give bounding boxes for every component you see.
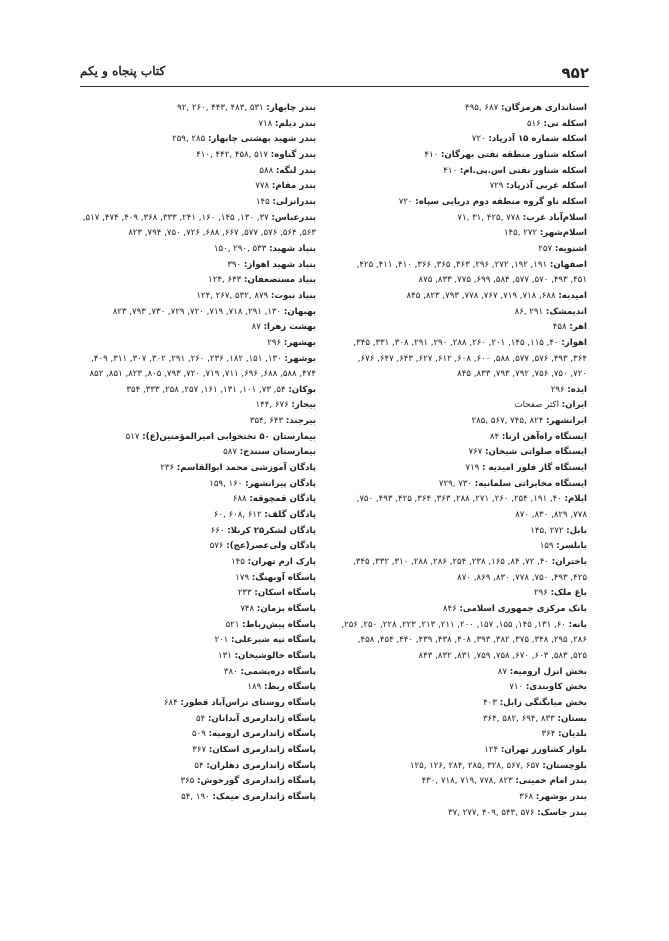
- index-entry-pages: ۴۵۸: [552, 322, 567, 333]
- index-entry-pages: ۸۴۶: [442, 604, 457, 614]
- index-entry-term: پادگان قمچوقه:: [249, 494, 316, 505]
- index-entry-term: ایران:: [561, 400, 587, 411]
- index-entry: [339, 727, 587, 743]
- index-entry-pages: ۵۷۶: [209, 541, 224, 552]
- index-entry-pages: ۲۹۶: [267, 337, 282, 348]
- index-entry-pages: ۵۱۷: [125, 431, 140, 442]
- index-entry: [72, 101, 316, 117]
- index-entry: [72, 680, 316, 696]
- index-entry-pages: ۵۴: [196, 713, 206, 724]
- index-entry-term: بندر گناوه:: [270, 149, 316, 160]
- index-entry-term: اسکله غربی آذرپاد:: [506, 181, 587, 192]
- index-entry-term: بیمارستان سنندج:: [239, 447, 316, 458]
- index-entry: [72, 696, 316, 712]
- index-entry-term: پاسگاه ژاندارمری اسکان:: [208, 744, 316, 755]
- index-entry-pages: ۶۴۳ ,۱۲۴: [208, 275, 242, 286]
- index-entry-pages: ۱۳۰, ۱۵۱, ۱۸۲, ۲۳۶, ۲۶۰, ۲۹۱, ۳۰۲, ۳۰۷, ۳۱۱, ۴۰۹, ۴۷۴, ۵۸۸, ۶۸۸, ۶۹۶, ۷۱۱, ۷۱۹, ۷۲۰, ۷۹۳, ۸۰۵, ۸۲۳, ۸۵۱, ۸۵۲: [89, 353, 316, 380]
- index-entry: [72, 320, 316, 336]
- index-entry: [72, 430, 316, 446]
- index-entry-term: اسکله تی:: [543, 118, 587, 129]
- index-entry-term: پاسگاه بزمان:: [256, 604, 316, 614]
- index-entry: [72, 524, 316, 540]
- index-entry: [72, 618, 316, 634]
- index-entry-pages: ۷۶۷: [468, 447, 483, 458]
- book-title: کتاب پنجاه و یکم: [80, 64, 166, 78]
- index-entry-pages: ۷۴۸: [240, 604, 255, 614]
- index-entry-term: بنیاد شهید:: [269, 243, 316, 254]
- index-entry-term: پادگان آموزشی محمد ابوالقاسم:: [176, 463, 316, 474]
- index-entry-pages: ۲۸۵ ,۲۵۹: [172, 134, 206, 145]
- index-entry-term: بابل:: [566, 525, 587, 536]
- index-entry-pages: ۵۰۹: [191, 729, 206, 740]
- index-column-left: [72, 101, 316, 806]
- index-entry-term: بلوار کشاورز تهران:: [500, 744, 587, 755]
- index-entry: [72, 461, 316, 477]
- index-entry-term: پادگان لشکر۲۵ کربلا:: [227, 525, 316, 536]
- index-entry: [339, 383, 587, 399]
- index-entry: [72, 352, 316, 383]
- index-entry: [339, 696, 587, 712]
- index-entry-pages: ۵۲۱: [225, 619, 240, 630]
- index-entry-pages: ۵۸۷: [223, 447, 238, 458]
- index-entry-term: بنیاد نبوت:: [270, 290, 316, 301]
- index-entry: [72, 555, 316, 571]
- index-entry: [72, 164, 316, 180]
- index-entry-pages: ۷۱۸: [258, 118, 273, 129]
- index-entry-pages: ۲۹۱ ,۸۶: [514, 306, 544, 317]
- index-entry-pages: ۴۰۳: [483, 697, 497, 708]
- index-entry: [339, 117, 587, 133]
- index-entry-term: بندر شهید بهشتی چابهار:: [208, 134, 316, 145]
- index-entry-term: پاسگاه آوبهنگ:: [251, 572, 316, 583]
- index-entry-term: پاسگاه ژاندارمری ارومیه:: [208, 729, 316, 740]
- index-entry: [72, 633, 316, 649]
- index-entry: [339, 101, 587, 117]
- index-entry-term: پادگان ولی‌عصر(عج):: [226, 541, 316, 552]
- index-entry-pages: ۶۴۳ ,۳۵۴: [249, 416, 284, 427]
- index-entry-term: بندر جاسک:: [537, 807, 587, 818]
- index-entry-pages: ۷۷۸ ,۴۲۵ ,۳۱ ,۷۱: [457, 212, 520, 223]
- index-entry-pages: ۲۹۶: [550, 384, 565, 395]
- index-entry-pages: ۳۷, ۱۳۰, ۱۴۵, ۱۶۰, ۲۴۱, ۳۳۳, ۳۶۸, ۴۰۹, ۴۷۴, ۵۱۷, ۵۶۳, ۵۶۴, ۵۷۶, ۵۷۷, ۶۶۷, ۶۸۸, ۷۲۶, ۷۵۰, ۷۹۴, ۸۲۳: [82, 212, 316, 239]
- index-entry: [339, 477, 587, 493]
- index-entry: [72, 289, 316, 305]
- index-entry: [339, 806, 587, 822]
- index-entry-term: پارک ارم تهران:: [247, 557, 316, 568]
- index-entry-term: بخش کاوبندی:: [525, 682, 587, 693]
- index-entry: [339, 524, 587, 540]
- index-entry-term: بوکان:: [288, 384, 316, 395]
- index-entry: [72, 179, 316, 195]
- index-entry-pages: ۱۷۹: [235, 572, 250, 583]
- index-entry: [72, 790, 316, 806]
- index-entry-term: بنیاد مستضعفان:: [244, 275, 316, 286]
- index-entry: [72, 774, 316, 790]
- index-entry: [72, 602, 316, 618]
- index-entry-pages: ۴۱۰: [424, 149, 439, 160]
- index-entry-pages: ۷۱۹: [465, 463, 480, 474]
- index-entry-term: اسلام‌آباد غرب:: [522, 212, 587, 223]
- index-entry: [339, 398, 587, 414]
- index-entry-pages: ۲۰۱: [214, 635, 229, 646]
- index-entry-pages: ۱۸۹: [247, 682, 262, 693]
- index-entry: [339, 680, 587, 696]
- index-entry: [72, 398, 316, 414]
- index-entry-pages: ۱۲۴: [484, 744, 499, 755]
- index-entry-term: بندر لنگه:: [275, 165, 316, 176]
- index-entry-term: اهر:: [569, 322, 587, 333]
- index-entry-pages: ۸۳۳ ,۶۹۴ ,۵۸۲ ,۳۶۴: [482, 713, 555, 724]
- index-entry-pages: ۶۸۴: [163, 697, 178, 708]
- index-entry-pages: ۶۶۰: [210, 525, 225, 536]
- index-entry-pages: ۵۴: [194, 760, 204, 771]
- index-entry-pages: ۶۵۷ ,۵۶۷ ,۳۲۸ ,۲۸۵ ,۲۸۴ ,۱۲۶ ,۱۲۵: [409, 760, 540, 771]
- index-entry-pages: ۵۷۶ ,۵۴۳ ,۴۰۹ ,۲۷۷ ,۳۷: [447, 807, 535, 818]
- index-entry: [72, 305, 316, 321]
- index-entry-pages: ۷۷۸: [255, 181, 270, 192]
- index-entry: [339, 586, 587, 602]
- index-entry-term: بلوچستان:: [542, 760, 587, 771]
- index-entry-term: پاسگاه خالوشیخان:: [234, 650, 316, 661]
- index-entry-term: پاسگاه تپه شیرعلی:: [231, 635, 316, 646]
- index-entry-pages: ۴۰, ۱۱۵, ۱۴۵, ۲۰۱, ۲۶۰, ۲۸۸, ۲۹۰, ۲۹۱, ۳۰۸, ۳۳۱, ۳۴۵, ۳۶۴, ۴۹۳, ۵۷۶, ۵۷۷, ۵۸۸, ۶۰۰, ۶۰۸, ۶۱۲, ۶۲۷, ۶۴۳, ۶۴۷, ۶۷۶, ۷۲۰, ۷۵۰, ۷۵۶, ۷۹۲, ۷۹۳, ۸۳۳, ۸۴۵: [353, 337, 587, 380]
- index-entry: [339, 712, 587, 728]
- index-entry-term: پاسگاه پیش‌رباط:: [242, 619, 316, 630]
- index-entry: [72, 586, 316, 602]
- index-entry-pages: ۵۱۷ ,۴۵۸ ,۴۴۲ ,۴۱۰: [196, 149, 269, 160]
- index-entry-term: بخش انزل ارومیه:: [509, 666, 587, 677]
- index-entry-term: بلدیان:: [558, 729, 587, 740]
- index-entry-pages: ۲۷۲ ,۱۴۵: [503, 228, 538, 239]
- index-entry: [339, 492, 587, 523]
- index-entry: [72, 571, 316, 587]
- index-entry-pages: ۶۸۷ ,۴۹۵: [465, 103, 499, 113]
- index-entry: [339, 305, 587, 321]
- page-number: ۹۵۲: [561, 64, 589, 82]
- index-entry-pages: ۳۶۴: [541, 729, 556, 740]
- index-entry: [339, 211, 587, 227]
- index-entry-term: بندرانزلی:: [272, 196, 316, 207]
- index-entry: [72, 414, 316, 430]
- index-entry-term: بندر مقام:: [271, 181, 316, 192]
- index-entry: [339, 195, 587, 211]
- index-entry-term: بیجار:: [291, 400, 316, 411]
- index-entry: [339, 555, 587, 586]
- index-entry-term: پاسگاه ژاندارمری میمک:: [212, 791, 316, 802]
- index-entry-pages: ۸۷۹ ,۵۳۲ ,۲۶۷ ,۱۲۴: [196, 290, 269, 301]
- index-entry: [72, 492, 316, 508]
- index-entry-pages: ۸۷: [251, 322, 261, 333]
- index-entry-term: پاسگاه اسکان:: [254, 588, 316, 599]
- index-entry-term: اصفهان:: [549, 259, 587, 270]
- index-entry-pages: ۲۳۳: [237, 588, 252, 599]
- index-entry-pages: ۲۳۶: [160, 463, 175, 474]
- index-entry-term: اسکله شماره ۱۵ آذرپاد:: [488, 134, 587, 145]
- index-entry: [339, 132, 587, 148]
- index-entry: [72, 148, 316, 164]
- index-entry: [339, 461, 587, 477]
- index-entry-term: ایرانشهر:: [546, 416, 587, 427]
- index-entry-pages: ۷۱۰: [509, 682, 524, 693]
- index-entry: [339, 743, 587, 759]
- index-entry-pages: ۴۱۰: [443, 165, 458, 176]
- index-entry-pages: ۵۴, ۷۳, ۱۰۱, ۱۳۱, ۱۶۱, ۲۵۷, ۲۵۸, ۳۳۳, ۳۵۴: [126, 384, 286, 395]
- index-entry: [339, 179, 587, 195]
- index-entry-term: بانه:: [568, 619, 587, 630]
- index-entry: [72, 727, 316, 743]
- index-entry-term: پاسگاه ژاندارمری دهلران:: [206, 760, 316, 771]
- index-entry-pages: ۵۳۳ ,۲۹۰ ,۱۵۰: [213, 243, 267, 254]
- index-entry-pages: ۳۶۸: [519, 791, 534, 802]
- index-entry-term: بندر دیلم:: [275, 118, 316, 129]
- index-entry-term: بستان:: [557, 713, 587, 724]
- index-entry-pages: ۶۱۲ ,۶۰۸ ,۶۰: [213, 510, 262, 521]
- index-entry: [339, 242, 587, 258]
- index-entry-pages: ۳۸۰: [223, 666, 238, 677]
- index-entry-term: بیمارستان ۵۰ تختخوابی امیرالمؤمنین(ع):: [142, 431, 316, 442]
- index-entry-term: ایستگاه گاز فلور امیدیه :: [482, 463, 587, 474]
- index-entry: [72, 273, 316, 289]
- index-entry-pages: ۶۷۶ ,۱۴۴: [255, 400, 289, 411]
- page-header: [80, 64, 589, 87]
- index-entry-term: بندرعباس:: [271, 212, 316, 223]
- index-entry-pages: ۷۳۰ ,۷۲۹: [438, 478, 473, 489]
- index-entry-pages: اکثر صفحات: [514, 400, 560, 411]
- index-entry-term: ایذه:: [567, 384, 587, 395]
- index-entry-pages: ۸۷: [497, 666, 508, 677]
- index-entry-term: امیدیه:: [558, 290, 587, 301]
- index-entry-pages: ۲۵۷: [538, 243, 553, 254]
- index-entry-term: اندیمشک:: [545, 306, 587, 317]
- index-entry-pages: ۴۰, ۱۹۱, ۲۵۴, ۲۶۰, ۲۷۱, ۲۸۸, ۳۶۳, ۳۶۴, ۴۲۵, ۴۹۳, ۷۵۰, ۷۷۸, ۸۲۹, ۸۳۰, ۸۷۰: [356, 494, 587, 521]
- index-entry-pages: ۱۴۵: [255, 196, 270, 207]
- index-entry: [339, 289, 587, 305]
- index-entry-pages: ۶۸۸, ۷۱۸, ۷۱۹, ۷۶۷, ۷۷۸, ۷۹۳, ۸۲۳, ۸۴۵: [406, 290, 556, 301]
- index-entry: [339, 665, 587, 681]
- index-entry-pages: ۷۲۰: [398, 196, 413, 207]
- index-entry-term: استانداری هرمزگان:: [500, 103, 587, 113]
- index-entry-pages: ۷۲۰: [471, 134, 486, 145]
- index-entry: [72, 336, 316, 352]
- index-entry: [72, 383, 316, 399]
- index-entry: [339, 618, 587, 665]
- index-entry: [72, 117, 316, 133]
- index-entry: [339, 148, 587, 164]
- index-entry-term: باغ ملک:: [550, 588, 587, 599]
- index-entry: [72, 508, 316, 524]
- index-entry: [339, 602, 587, 618]
- index-entry: [339, 164, 587, 180]
- index-entry-term: بندر امام خمینی:: [515, 776, 587, 787]
- index-entry-term: بخش میانگنگی زابل:: [499, 697, 587, 708]
- index-entry-term: بهبهان:: [283, 306, 316, 317]
- index-entry-term: بیرجند:: [285, 416, 316, 427]
- index-entry-pages: ۱۹۱, ۱۹۲, ۲۷۲, ۲۹۶, ۳۶۳, ۳۶۵, ۳۶۶, ۴۱۰, ۴۱۱, ۴۲۵, ۴۵۱, ۴۹۳, ۵۷۰, ۵۷۷, ۵۸۴, ۶۹۹, ۷۷۵, ۸۳۳, ۸۷۵: [356, 259, 587, 286]
- index-entry-term: اهواز:: [561, 337, 587, 348]
- index-entry: [339, 445, 587, 461]
- index-entry-term: بابلسر:: [556, 541, 587, 552]
- index-entry: [72, 477, 316, 493]
- index-entry: [339, 336, 587, 383]
- index-entry-pages: ۱۳۰, ۲۹۱, ۷۱۸, ۷۱۹, ۷۲۰, ۷۲۹, ۷۳۰, ۷۹۳, ۸۲۳: [112, 306, 282, 317]
- index-entry-pages: ۲۹۶: [534, 588, 548, 599]
- index-entry-pages: ۳۹۰: [227, 259, 242, 270]
- index-entry-term: اسکله شناور نفتی اس.پی.ام:: [459, 165, 587, 176]
- index-entry: [339, 759, 587, 775]
- index-entry-term: بوشهر:: [284, 353, 316, 364]
- index-entry-pages: ۴۰, ۷۲, ۸۴, ۱۶۵, ۲۳۸, ۲۵۴, ۲۸۶, ۲۸۸, ۳۱۰, ۳۳۲, ۳۴۵, ۴۲۵, ۴۹۳, ۷۵۰, ۷۷۸, ۸۳۰, ۸۶۹, ۸۷۰: [353, 557, 587, 583]
- index-entry-pages: ۱۶۰ ,۱۵۹: [209, 478, 243, 489]
- index-entry-term: اسلام‌شهر:: [539, 228, 587, 239]
- index-entry-term: پاسگاه روستای تراس‌آباد قطور:: [180, 697, 316, 708]
- index-entry: [72, 743, 316, 759]
- index-entry-term: اسکله شناور منطقه نفتی بهرگان:: [440, 149, 587, 160]
- index-entry-term: بنیاد شهید اهواز:: [243, 259, 316, 270]
- index-entry: [72, 665, 316, 681]
- index-entry-pages: ۳۶۵: [180, 776, 195, 787]
- index-entry-term: ایستگاه مخابراتی سلمانیه:: [474, 478, 587, 489]
- index-entry-pages: ۵۸۸: [259, 165, 274, 176]
- index-entry: [339, 320, 587, 336]
- index-entry-term: ایلام:: [564, 494, 587, 505]
- index-entry-pages: ۸۲۳ ,۷۷۸ ,۷۱۹ ,۷۱۸ ,۴۳۰: [421, 776, 513, 787]
- index-entry-pages: ۶۰, ۱۳۱, ۱۴۵, ۱۵۵, ۱۵۷, ۲۰۰, ۲۱۱, ۲۱۳, ۲۲۳, ۲۲۸, ۲۵۰, ۲۵۶, ۲۸۶, ۲۹۵, ۳۴۸, ۳۷۵, ۳۸۲, ۳۹۳, ۴۰۸, ۴۳۸, ۴۳۹, ۴۴۰, ۴۵۴, ۴۵۸, ۵۲۵, ۵۸۳, ۶۰۳, ۶۷۰, ۷۵۸, ۷۵۹, ۸۳۱, ۸۳۲, ۸۴۳: [341, 619, 587, 661]
- index-entry: [72, 195, 316, 211]
- index-entry: [72, 539, 316, 555]
- index-entry-term: اشنویه:: [554, 243, 587, 254]
- index-entry-term: بهشت زهرا:: [263, 322, 316, 333]
- index-entry-term: بندر چابهار:: [266, 103, 316, 113]
- index-entry-term: پاسگاه ربط:: [263, 682, 316, 693]
- index-entry-pages: ۸۲۴ ,۷۴۵ ,۵۶۷ ,۲۸۵: [471, 416, 544, 427]
- index-column-right: [339, 101, 587, 821]
- index-entry-pages: ۲۷۲ ,۱۴۵: [530, 525, 564, 536]
- index-entry-term: پاسگاه ژاندارمری آبدانان:: [207, 713, 316, 724]
- index-entry: [339, 258, 587, 289]
- index-entry-term: بانک مرکزی جمهوری اسلامی:: [459, 604, 587, 614]
- index-entry-pages: ۱۳۱: [218, 650, 232, 661]
- index-entry: [72, 132, 316, 148]
- index-entry-term: پادگان پیرانشهر:: [245, 478, 316, 489]
- index-entry: [339, 430, 587, 446]
- index-entry: [72, 242, 316, 258]
- index-entry: [72, 258, 316, 274]
- index-entry-term: پاسگاه ژاندارمری گورخوش:: [197, 776, 316, 787]
- index-entry: [72, 712, 316, 728]
- index-entry-term: بهشهر:: [283, 337, 316, 348]
- index-entry-term: بندر بوشهر:: [535, 791, 587, 802]
- index-entry-term: ایستگاه صلواتی شیخان:: [485, 447, 587, 458]
- index-entry-pages: ۱۴۵: [231, 557, 245, 568]
- index-entry: [339, 790, 587, 806]
- index-entry-pages: ۵۳۱ ,۴۸۳ ,۴۴۳ ,۲۶۰ ,۹۲: [177, 103, 264, 113]
- index-entry-term: پادگان گلف:: [264, 510, 316, 521]
- index-entry-pages: ۱۹۰ ,۵۴: [181, 791, 210, 802]
- index-entry: [72, 649, 316, 665]
- index-entry-term: ایستگاه راه‌آهن ازنا:: [501, 431, 587, 442]
- index-entry: [339, 414, 587, 430]
- index-entry-pages: ۳۶۷: [192, 744, 207, 755]
- index-entry-pages: ۷۲۹: [489, 181, 504, 192]
- index-entry: [339, 774, 587, 790]
- index-entry-pages: ۶۸۸: [232, 494, 247, 505]
- index-entry-pages: ۸۴: [489, 431, 500, 442]
- index-entry: [339, 539, 587, 555]
- index-entry-pages: ۵۱۶: [526, 118, 541, 129]
- index-entry: [339, 226, 587, 242]
- index-entry-term: اسکله ناو گروه منطقه دوم دریایی سپاه:: [415, 196, 587, 207]
- index-entry-term: باختران:: [551, 557, 587, 568]
- index-entry-pages: ۱۵۹: [539, 541, 554, 552]
- index-entry: [72, 445, 316, 461]
- index-entry: [72, 211, 316, 242]
- index-entry-term: پاسگاه دره‌پشمی:: [240, 666, 316, 677]
- index-entry: [72, 759, 316, 775]
